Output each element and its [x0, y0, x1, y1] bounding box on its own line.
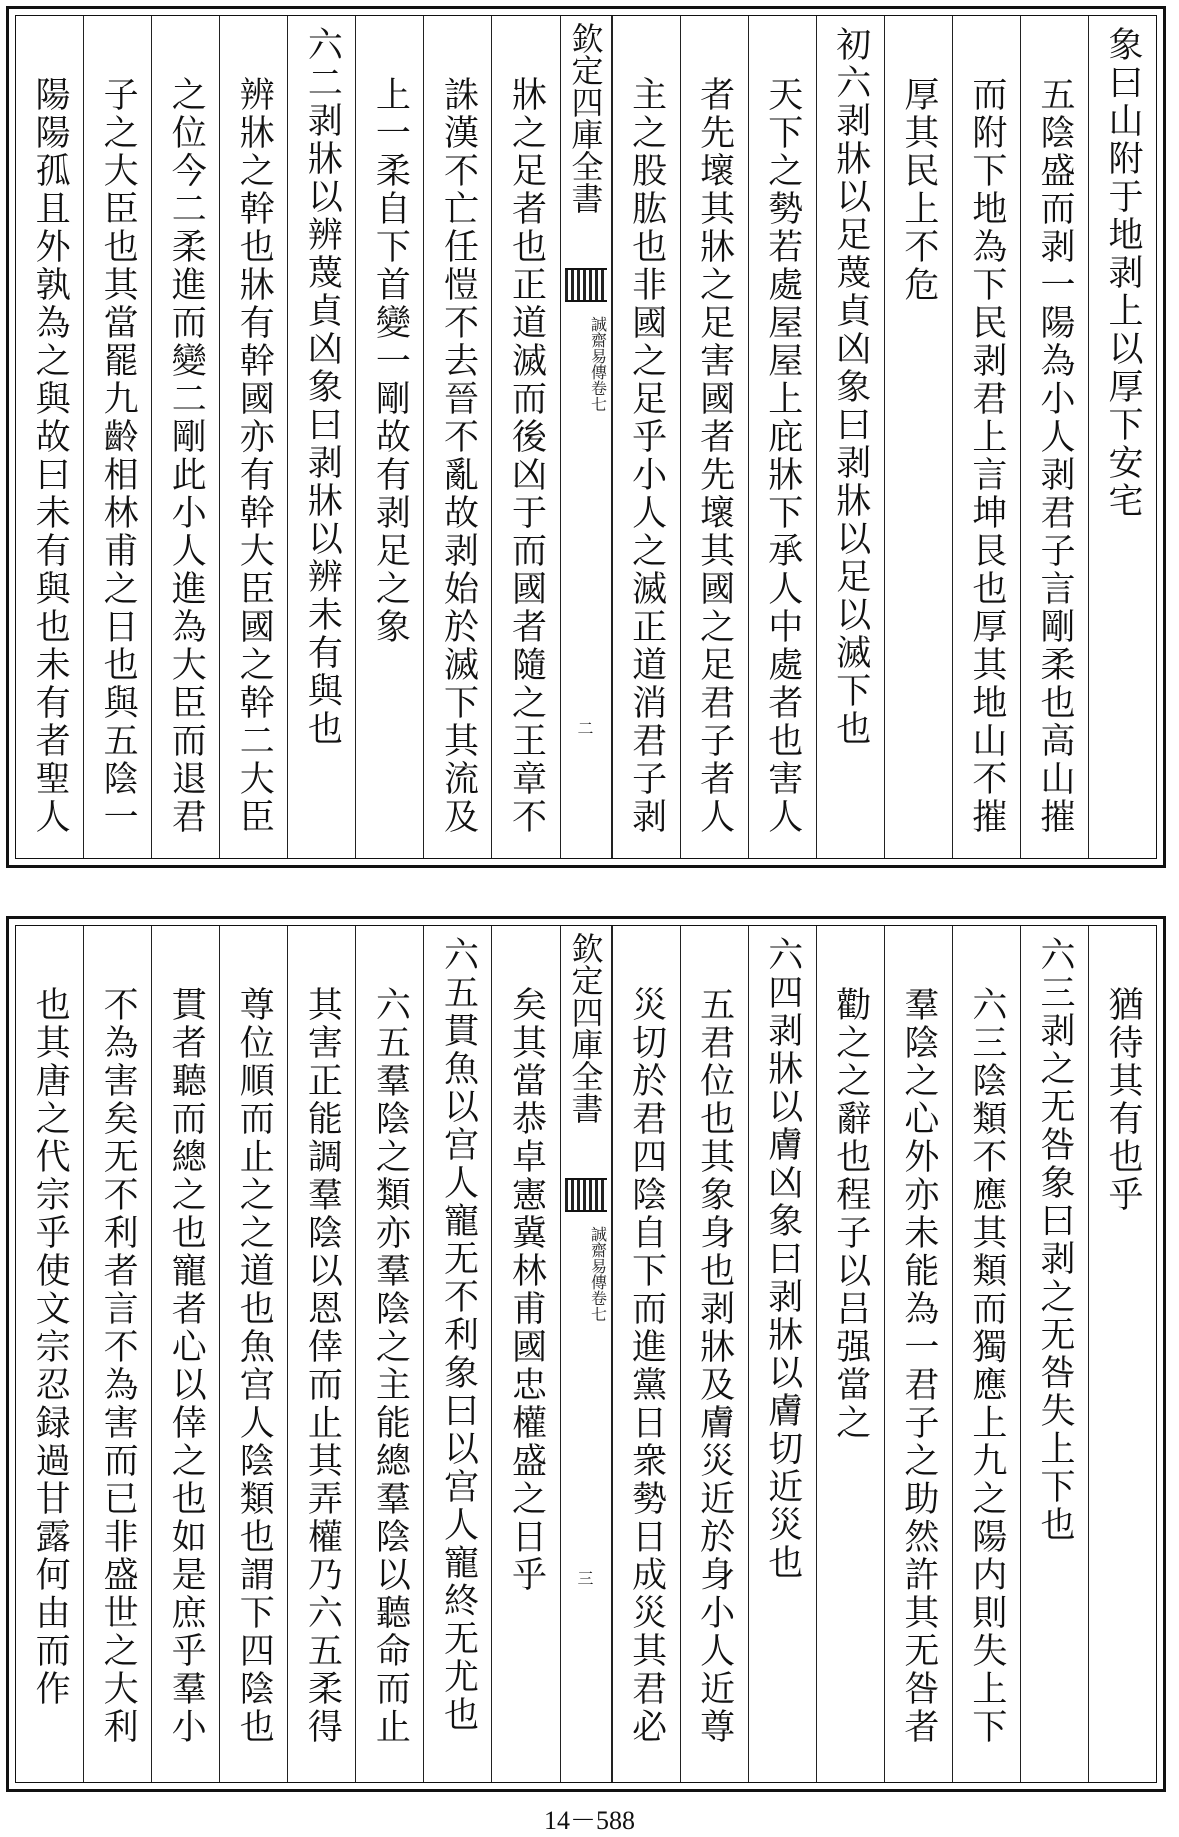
bottom-col-r2: 六三剥之无咎象曰剥之无咎失上下也: [1020, 926, 1088, 1782]
top-col-r1: 象曰山附于地剥上以厚下安宅: [1088, 16, 1156, 858]
gutter-subtitle: [563, 1226, 609, 1322]
bottom-col-l3: 六五羣陰之類亦羣陰之主能總羣陰以聽命而止: [355, 926, 423, 1782]
top-col-r2: 五陰盛而剥一陽為小人剥君子言剛柔也高山摧: [1020, 16, 1088, 858]
bottom-col-l8: 也其唐之代宗乎使文宗忍録過甘露何由而作: [30, 986, 71, 1708]
top-col-l2: 誅漢不亡任愷不去晉不亂故剥始於滅下其流及: [423, 16, 491, 858]
bottom-col-r3: 六三陰類不應其類而獨應上九之陽内則失上下: [952, 926, 1020, 1782]
top-col-r7: 者先壞其牀之足害國者先壞其國之足君子者人: [680, 16, 748, 858]
gutter-folio-number: 二: [577, 719, 594, 738]
bottom-col-r4: 羣陰之心外亦未能為一君子之助然許其无咎者: [884, 926, 952, 1782]
gutter-book-title: 欽定四庫全書: [566, 22, 605, 214]
bottom-page: [6, 916, 1166, 1792]
top-page: [6, 6, 1166, 868]
top-col-r3: 而附下地為下民剥君上言坤艮也厚其地山不摧: [952, 16, 1020, 858]
top-col-l8: 陽陽孤且外孰為之與故曰未有與也未有者聖人: [30, 76, 71, 836]
top-col-l4: 六二剥牀以辨蔑貞凶象曰剥牀以辨未有與也: [287, 16, 355, 858]
top-col-l7: 子之大臣也其當罷九齡相林甫之日也與五陰一: [83, 16, 151, 858]
bottom-col-r5: 勸之之辭也程子以吕强當之: [816, 926, 884, 1782]
gutter-book-title: 欽定四庫全書: [566, 932, 605, 1124]
page-number: 14－588: [543, 1806, 635, 1835]
top-col-l3: 上一柔自下首變一剛故有剥足之象: [355, 16, 423, 858]
bottom-col-r1: 猶待其有也乎: [1088, 926, 1156, 1782]
top-col-r6: 天下之勢若處屋屋上庇牀下承人中處者也害人: [748, 16, 816, 858]
fish-tail-mark: [565, 1178, 607, 1212]
bottom-col-l1: 矣其當恭卓憲冀林甫國忠權盛之日乎: [491, 926, 559, 1782]
bottom-col-r7: 五君位也其象身也剥牀及膚災近於身小人近尊: [680, 926, 748, 1782]
gutter-volume: 卷七: [588, 1290, 608, 1322]
gutter-subtitle: [563, 316, 609, 412]
top-page-text-frame: [15, 15, 1157, 859]
top-col-l1: 牀之足者也正道滅而後凶于而國者隨之王章不: [491, 16, 559, 858]
gutter-folio-number: 三: [577, 1569, 594, 1588]
top-col-r8: 主之股肱也非國之足乎小人之滅正道消君子剥: [612, 16, 680, 858]
gutter-work-title: 誠齋易傳: [588, 1226, 608, 1290]
top-col-r5: 初六剥牀以足蔑貞凶象曰剥牀以足以滅下也: [816, 16, 884, 858]
gutter-work-title: 誠齋易傳: [588, 316, 608, 380]
bottom-col-l2: 六五貫魚以宫人寵无不利象曰以宫人寵終无尤也: [423, 926, 491, 1782]
bottom-col-l4: 其害正能調羣陰以恩倖而止其弄權乃六五柔得: [287, 926, 355, 1782]
top-col-l6: 之位今二柔進而變二剛此小人進為大臣而退君: [151, 16, 219, 858]
bottom-col-l5: 尊位順而止之之道也魚宫人陰類也謂下四陰也: [219, 926, 287, 1782]
bottom-page-gutter: [560, 926, 612, 1782]
bottom-col-l7: 不為害矣无不利者言不為害而已非盛世之大利: [83, 926, 151, 1782]
bottom-page-text-frame: [15, 925, 1157, 1783]
top-col-l5: 辨牀之幹也牀有幹國亦有幹大臣國之幹二大臣: [219, 16, 287, 858]
top-page-gutter: [560, 16, 612, 858]
top-col-r4: 厚其民上不危: [884, 16, 952, 858]
gutter-volume: 卷七: [588, 380, 608, 412]
bottom-col-r6: 六四剥牀以膚凶象曰剥牀以膚切近災也: [748, 926, 816, 1782]
bottom-col-r8: 災切於君四陰自下而進黨日衆勢日成災其君必: [612, 926, 680, 1782]
bottom-col-l6: 貫者聽而總之也寵者心以倖之也如是庶乎羣小: [151, 926, 219, 1782]
fish-tail-mark: [565, 268, 607, 302]
